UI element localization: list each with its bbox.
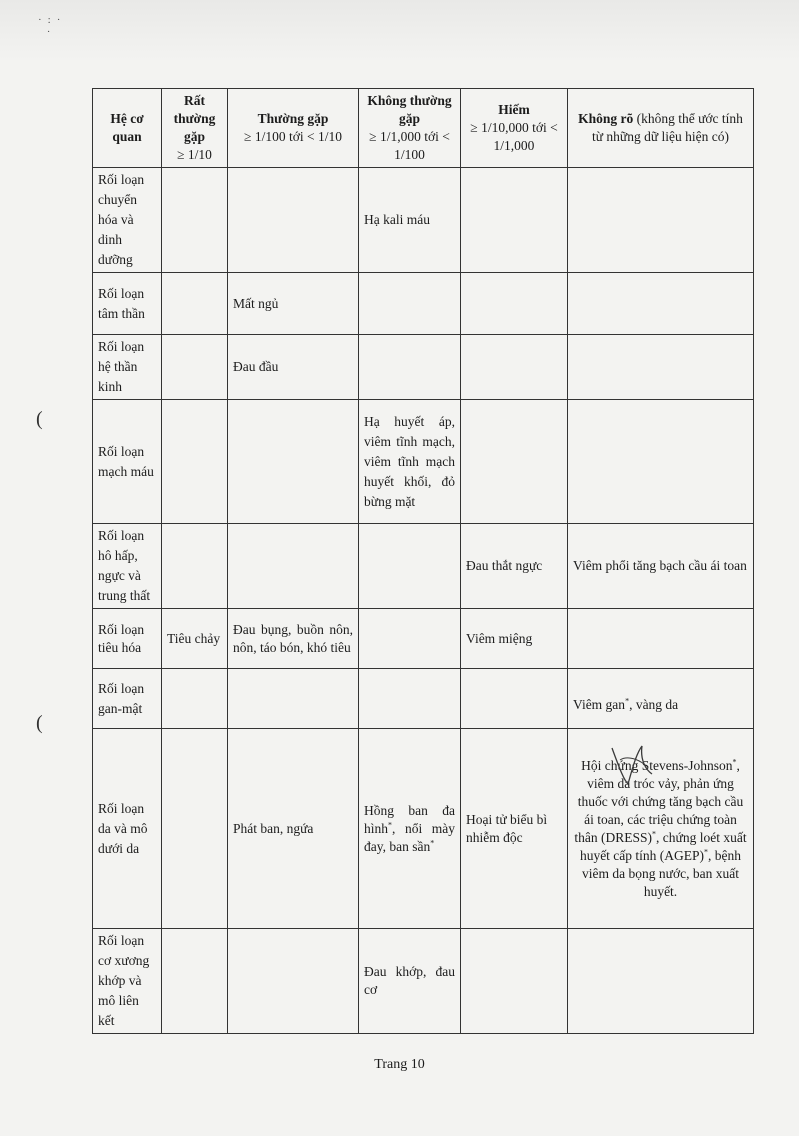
footnote-mark: * bbox=[430, 838, 435, 847]
footnote-mark: * bbox=[625, 696, 630, 705]
very-common-cell bbox=[162, 335, 228, 400]
uncommon-cell: Hạ huyết áp, viêm tĩnh mạch, viêm tĩnh mạch huyết khối, đỏ bừng mặt bbox=[359, 400, 461, 524]
organ-cell: Rối loạn da và mô dưới da bbox=[93, 729, 162, 929]
uncommon-cell: Hạ kali máu bbox=[359, 168, 461, 273]
uncommon-cell bbox=[359, 729, 461, 929]
common-cell bbox=[228, 669, 359, 729]
organ-cell: Rối loạn chuyển hóa và dinh dưỡng bbox=[93, 168, 162, 273]
header-unknown: Không rõ (không thể ước tính từ những dữ liệu hiện có) bbox=[568, 89, 754, 168]
uncommon-cell bbox=[359, 669, 461, 729]
common-cell bbox=[228, 929, 359, 1034]
common-cell: Phát ban, ngứa bbox=[228, 729, 359, 929]
unknown-text: , chứng loét xuất huyết cấp tính (AGEP) bbox=[579, 829, 747, 863]
unknown-cell bbox=[568, 335, 754, 400]
table-row bbox=[93, 609, 754, 669]
unknown-cell bbox=[568, 400, 754, 524]
very-common-cell bbox=[162, 929, 228, 1034]
header-very-common: Rất thường gặp ≥ 1/10 bbox=[162, 89, 228, 168]
unknown-cell bbox=[568, 273, 754, 335]
very-common-cell bbox=[162, 273, 228, 335]
very-common-cell bbox=[162, 168, 228, 273]
rare-cell: Hoại tử biểu bì nhiễm độc bbox=[461, 729, 568, 929]
very-common-cell: Tiêu chảy bbox=[162, 609, 228, 669]
table-row bbox=[93, 168, 754, 273]
uncommon-cell bbox=[359, 335, 461, 400]
common-cell bbox=[228, 524, 359, 609]
unknown-cell: Viêm phổi tăng bạch cầu ái toan bbox=[568, 524, 754, 609]
uncommon-cell: Đau khớp, đau cơ bbox=[359, 929, 461, 1034]
very-common-cell bbox=[162, 524, 228, 609]
footnote-mark: * bbox=[732, 757, 737, 766]
unknown-text: , bệnh viêm da bọng nước, ban xuất huyết. bbox=[582, 847, 742, 899]
unknown-cell bbox=[568, 669, 754, 729]
unknown-text: , viêm da tróc vảy, phản ứng thuốc với chứng tăng bạch cầu ái toan, các triệu chứng toàn thân (DRESS) bbox=[574, 757, 744, 845]
uncommon-cell bbox=[359, 609, 461, 669]
organ-cell: Rối loạn mạch máu bbox=[93, 400, 162, 524]
unknown-cell bbox=[568, 609, 754, 669]
rare-cell bbox=[461, 669, 568, 729]
rare-cell bbox=[461, 929, 568, 1034]
table-row bbox=[93, 669, 754, 729]
footnote-mark: * bbox=[388, 820, 393, 829]
rare-cell bbox=[461, 168, 568, 273]
organ-cell: Rối loạn tâm thần bbox=[93, 273, 162, 335]
uncommon-text: , nổi mày đay, ban sần bbox=[364, 820, 455, 854]
rare-cell bbox=[461, 400, 568, 524]
unknown-cell bbox=[568, 729, 754, 929]
unknown-text: Viêm gan bbox=[573, 696, 626, 712]
header-uncommon: Không thường gặp ≥ 1/1,000 tới < 1/100 bbox=[359, 89, 461, 168]
organ-cell: Rối loạn cơ xương khớp và mô liên kết bbox=[93, 929, 162, 1034]
scan-shadow bbox=[0, 0, 799, 60]
table-row bbox=[93, 929, 754, 1034]
rare-cell: Đau thắt ngực bbox=[461, 524, 568, 609]
organ-cell: Rối loạn gan-mật bbox=[93, 669, 162, 729]
page-footer: Trang 10 bbox=[374, 1057, 425, 1072]
margin-mark: ( bbox=[36, 712, 43, 734]
very-common-cell bbox=[162, 729, 228, 929]
common-cell bbox=[228, 400, 359, 524]
footnote-mark: * bbox=[652, 829, 657, 838]
footnote-mark: * bbox=[704, 847, 709, 856]
organ-cell: Rối loạn hệ thần kinh bbox=[93, 335, 162, 400]
rare-cell: Viêm miệng bbox=[461, 609, 568, 669]
uncommon-cell bbox=[359, 524, 461, 609]
common-cell bbox=[228, 168, 359, 273]
common-cell: Đau đầu bbox=[228, 335, 359, 400]
rare-cell bbox=[461, 335, 568, 400]
header-rare: Hiếm ≥ 1/10,000 tới < 1/1,000 bbox=[461, 89, 568, 168]
unknown-cell bbox=[568, 929, 754, 1034]
uncommon-cell bbox=[359, 273, 461, 335]
table-row bbox=[93, 400, 754, 524]
adverse-reactions-table bbox=[92, 88, 754, 1034]
table-row bbox=[93, 524, 754, 609]
table-row bbox=[93, 335, 754, 400]
common-cell: Mất ngủ bbox=[228, 273, 359, 335]
handwritten-initial bbox=[606, 740, 656, 790]
header-organ-system: Hệ cơ quan bbox=[93, 89, 162, 168]
very-common-cell bbox=[162, 669, 228, 729]
margin-mark: ( bbox=[36, 408, 43, 430]
common-cell: Đau bụng, buồn nôn, nôn, táo bón, khó tiêu bbox=[228, 609, 359, 669]
very-common-cell bbox=[162, 400, 228, 524]
header-common: Thường gặp ≥ 1/100 tới < 1/10 bbox=[228, 89, 359, 168]
unknown-text: , vàng da bbox=[629, 696, 679, 712]
unknown-cell bbox=[568, 168, 754, 273]
header-row bbox=[93, 89, 754, 168]
table-row bbox=[93, 273, 754, 335]
organ-cell: Rối loạn hô hấp, ngực và trung thất bbox=[93, 524, 162, 609]
scan-specks: ·:· · bbox=[38, 14, 67, 38]
organ-cell: Rối loạn tiêu hóa bbox=[93, 609, 162, 669]
unknown-text: Hội chứng Stevens-Johnson bbox=[581, 757, 733, 773]
rare-cell bbox=[461, 273, 568, 335]
uncommon-text: Hồng ban đa hình bbox=[364, 802, 455, 836]
